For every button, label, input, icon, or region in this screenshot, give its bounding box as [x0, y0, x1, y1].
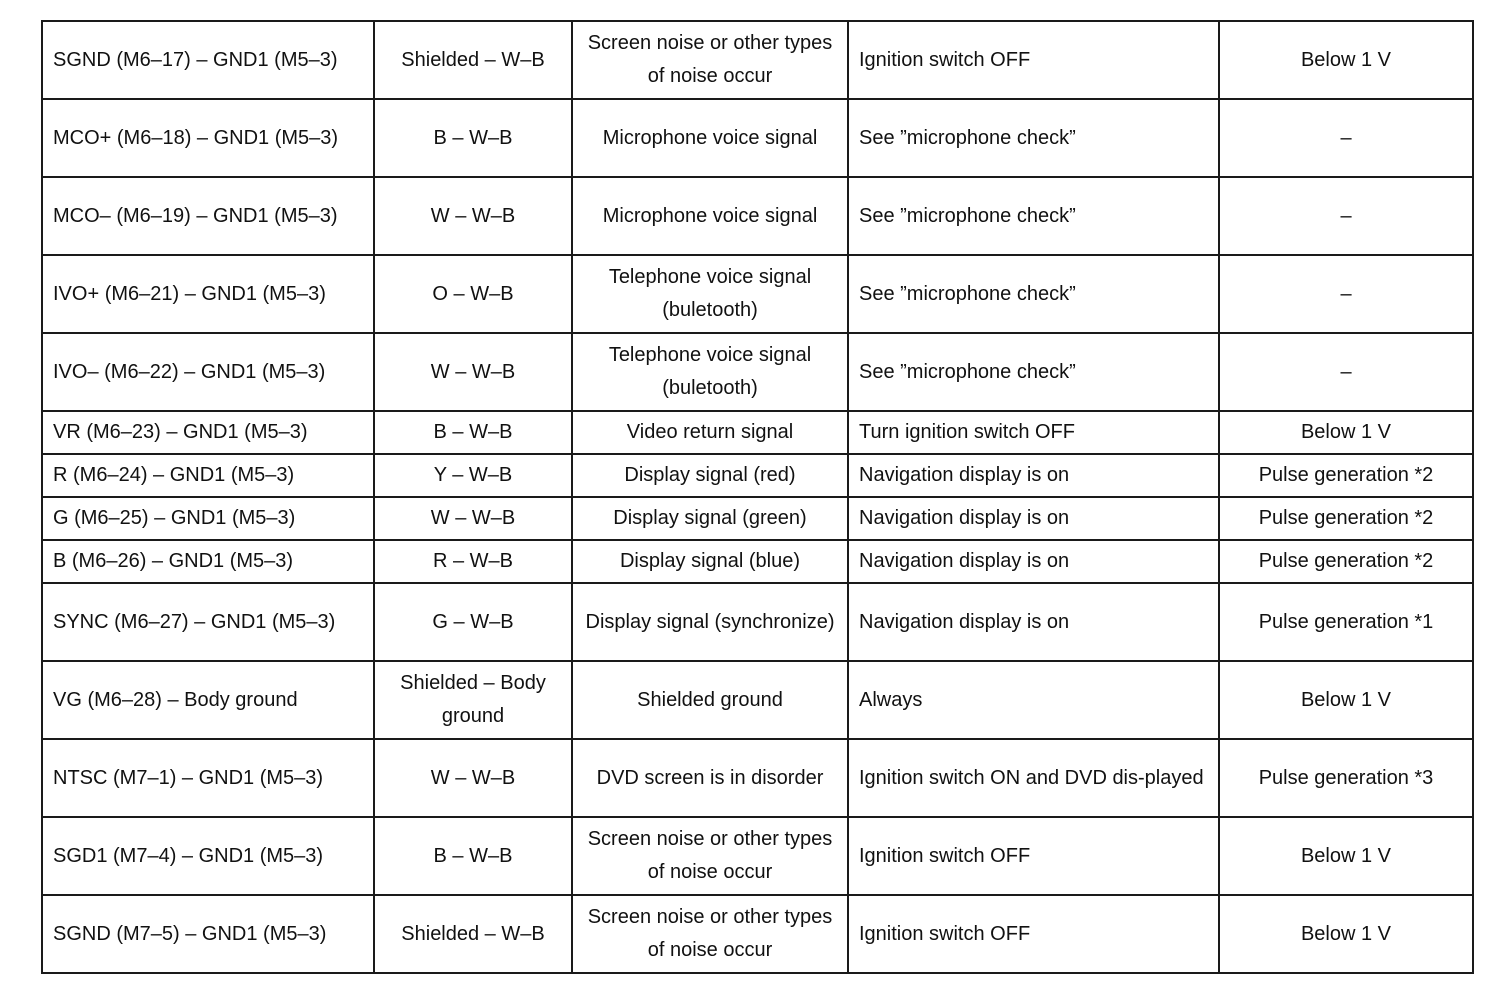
specified-condition-cell: Pulse generation *2	[1219, 454, 1473, 497]
description-cell: Display signal (synchronize)	[572, 583, 848, 661]
specified-condition-cell: –	[1219, 177, 1473, 255]
table-row	[42, 177, 1473, 255]
specified-condition-cell: Pulse generation *2	[1219, 497, 1473, 540]
terminal-cell: MCO+ (M6–18) – GND1 (M5–3)	[42, 99, 374, 177]
condition-cell: Ignition switch ON and DVD dis-played	[848, 739, 1219, 817]
condition-cell: See ”microphone check”	[848, 333, 1219, 411]
description-cell: Display signal (blue)	[572, 540, 848, 583]
table-row	[42, 661, 1473, 739]
specified-condition-cell: –	[1219, 255, 1473, 333]
wiring-color-cell: W – W–B	[374, 739, 572, 817]
terminal-cell: B (M6–26) – GND1 (M5–3)	[42, 540, 374, 583]
wiring-color-cell: Shielded – W–B	[374, 21, 572, 99]
table-row	[42, 21, 1473, 99]
table-row	[42, 411, 1473, 454]
terminal-cell: SGD1 (M7–4) – GND1 (M5–3)	[42, 817, 374, 895]
table-row	[42, 583, 1473, 661]
description-cell: Microphone voice signal	[572, 99, 848, 177]
terminal-cell: NTSC (M7–1) – GND1 (M5–3)	[42, 739, 374, 817]
description-cell: Shielded ground	[572, 661, 848, 739]
condition-cell: Ignition switch OFF	[848, 817, 1219, 895]
wiring-color-cell: B – W–B	[374, 817, 572, 895]
wiring-color-cell: B – W–B	[374, 99, 572, 177]
table-row	[42, 333, 1473, 411]
table-row	[42, 817, 1473, 895]
specified-condition-cell: Pulse generation *2	[1219, 540, 1473, 583]
terminal-cell: SGND (M7–5) – GND1 (M5–3)	[42, 895, 374, 973]
table-row	[42, 540, 1473, 583]
specified-condition-cell: Below 1 V	[1219, 411, 1473, 454]
wiring-color-cell: G – W–B	[374, 583, 572, 661]
terminal-spec-table-body	[42, 21, 1473, 973]
specified-condition-cell: –	[1219, 99, 1473, 177]
terminal-spec-table	[41, 20, 1474, 974]
table-row	[42, 895, 1473, 973]
condition-cell: Navigation display is on	[848, 497, 1219, 540]
condition-cell: Navigation display is on	[848, 540, 1219, 583]
wiring-color-cell: W – W–B	[374, 177, 572, 255]
wiring-color-cell: Y – W–B	[374, 454, 572, 497]
terminal-cell: SGND (M6–17) – GND1 (M5–3)	[42, 21, 374, 99]
table-row	[42, 99, 1473, 177]
terminal-cell: VG (M6–28) – Body ground	[42, 661, 374, 739]
specified-condition-cell: Below 1 V	[1219, 661, 1473, 739]
specified-condition-cell: Pulse generation *3	[1219, 739, 1473, 817]
specified-condition-cell: Below 1 V	[1219, 21, 1473, 99]
wiring-color-cell: B – W–B	[374, 411, 572, 454]
description-cell: Video return signal	[572, 411, 848, 454]
terminal-cell: IVO– (M6–22) – GND1 (M5–3)	[42, 333, 374, 411]
terminal-cell: G (M6–25) – GND1 (M5–3)	[42, 497, 374, 540]
terminal-cell: IVO+ (M6–21) – GND1 (M5–3)	[42, 255, 374, 333]
specified-condition-cell: Below 1 V	[1219, 817, 1473, 895]
condition-cell: See ”microphone check”	[848, 99, 1219, 177]
table-row	[42, 497, 1473, 540]
condition-cell: Ignition switch OFF	[848, 21, 1219, 99]
table-row	[42, 255, 1473, 333]
terminal-cell: SYNC (M6–27) – GND1 (M5–3)	[42, 583, 374, 661]
table-row	[42, 454, 1473, 497]
terminal-cell: R (M6–24) – GND1 (M5–3)	[42, 454, 374, 497]
wiring-color-cell: W – W–B	[374, 497, 572, 540]
description-cell: Telephone voice signal (buletooth)	[572, 333, 848, 411]
specified-condition-cell: –	[1219, 333, 1473, 411]
description-cell: Display signal (red)	[572, 454, 848, 497]
description-cell: Screen noise or other types of noise occur	[572, 817, 848, 895]
wiring-color-cell: O – W–B	[374, 255, 572, 333]
wiring-color-cell: Shielded – W–B	[374, 895, 572, 973]
condition-cell: Navigation display is on	[848, 454, 1219, 497]
table-row	[42, 739, 1473, 817]
condition-cell: Turn ignition switch OFF	[848, 411, 1219, 454]
description-cell: Screen noise or other types of noise occur	[572, 895, 848, 973]
terminal-cell: VR (M6–23) – GND1 (M5–3)	[42, 411, 374, 454]
description-cell: Screen noise or other types of noise occur	[572, 21, 848, 99]
condition-cell: Always	[848, 661, 1219, 739]
description-cell: DVD screen is in disorder	[572, 739, 848, 817]
specified-condition-cell: Pulse generation *1	[1219, 583, 1473, 661]
terminal-cell: MCO– (M6–19) – GND1 (M5–3)	[42, 177, 374, 255]
wiring-color-cell: W – W–B	[374, 333, 572, 411]
condition-cell: Navigation display is on	[848, 583, 1219, 661]
wiring-color-cell: R – W–B	[374, 540, 572, 583]
description-cell: Microphone voice signal	[572, 177, 848, 255]
condition-cell: See ”microphone check”	[848, 255, 1219, 333]
condition-cell: Ignition switch OFF	[848, 895, 1219, 973]
condition-cell: See ”microphone check”	[848, 177, 1219, 255]
specified-condition-cell: Below 1 V	[1219, 895, 1473, 973]
description-cell: Telephone voice signal (buletooth)	[572, 255, 848, 333]
description-cell: Display signal (green)	[572, 497, 848, 540]
wiring-color-cell: Shielded – Body ground	[374, 661, 572, 739]
